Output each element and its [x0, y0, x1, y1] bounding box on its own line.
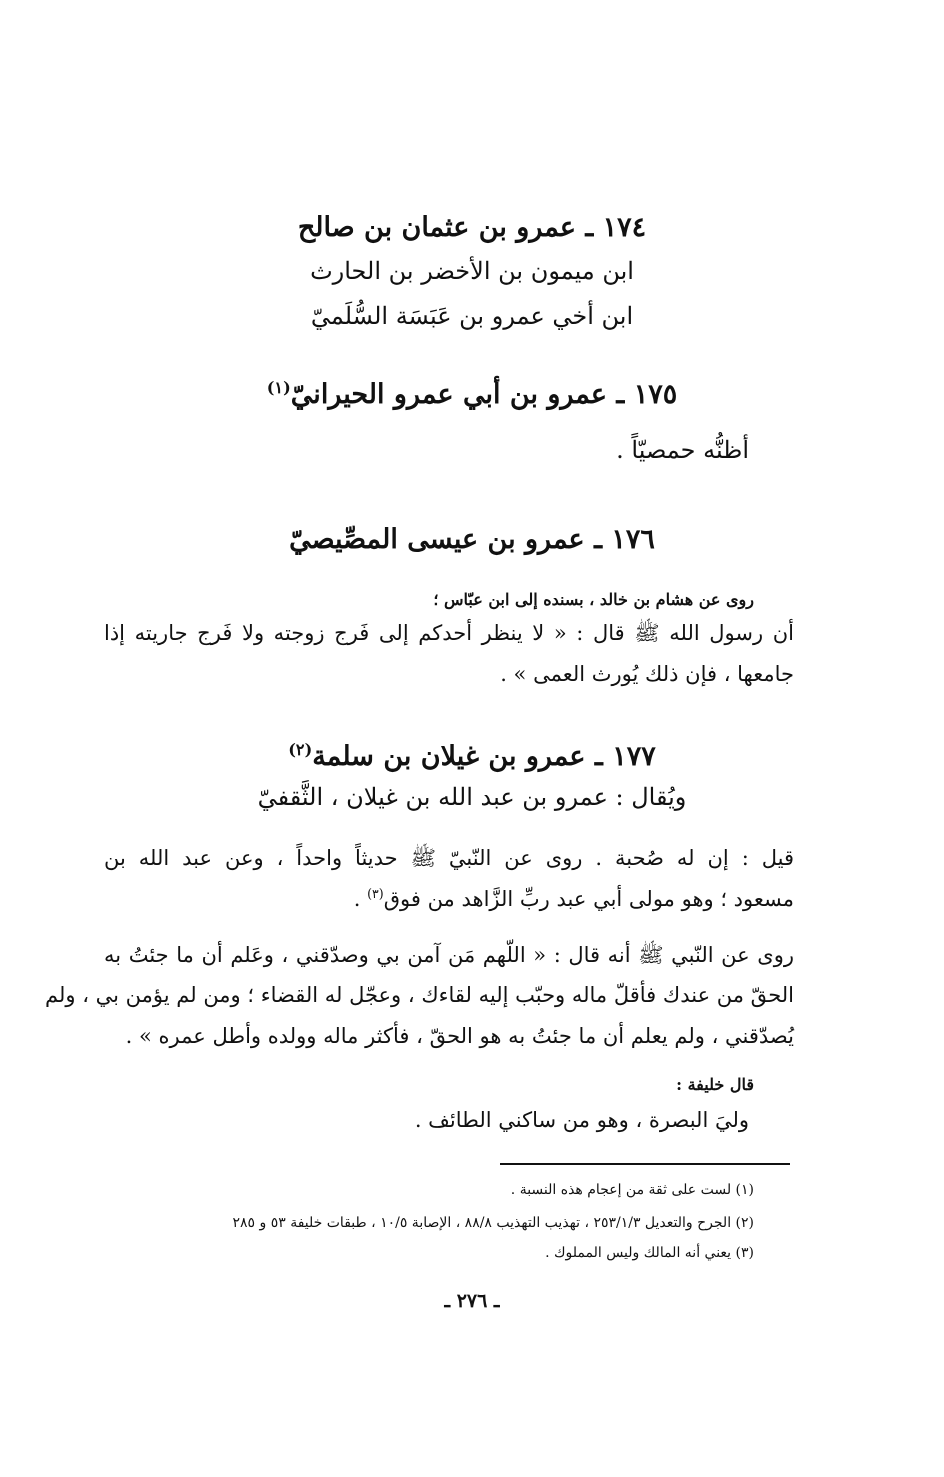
entry-174-lineage-2: ابن أخي عمرو بن عَبَسَة السُّلَميّ — [310, 302, 634, 330]
footnote-1: (١) لست على ثقة من إعجام هذه النسبة . — [510, 1182, 754, 1198]
entry-176-title: ١٧٦ ـ عمرو بن عيسى المصِّيصيّ — [289, 524, 655, 555]
entry-177-alt-name: ويُقال : عمرو بن عبد الله بن غيلان ، الثَّقفيّ — [257, 783, 687, 811]
page-number: ـ ٢٧٦ ـ — [444, 1290, 500, 1312]
entry-175-text: أظنُّه حمصيّاً . — [616, 436, 749, 464]
entry-176-intro: روى عن هشام بن خالد ، بسنده إلى ابن عبّاس ؛ — [433, 590, 754, 609]
khalifa-text: وليَ البصرة ، وهو من ساكني الطائف . — [414, 1108, 749, 1132]
footnote-ref-1: (١) — [266, 378, 291, 397]
footnote-3: (٣) يعني أنه المالك وليس المملوك . — [545, 1245, 754, 1261]
entry-177-p1-line-1: قيل : إن له صُحبة . روى عن النّبيّ ﷺ حديثاً واحداً ، وعن عبد الله بن — [104, 846, 794, 870]
entry-175-title: ١٧٥ ـ عمرو بن أبي عمرو الحيرانيّ$^{(١)}$ — [266, 378, 678, 410]
footnote-divider — [500, 1163, 790, 1165]
entry-174-title: ١٧٤ ـ عمرو بن عثمان بن صالح — [297, 212, 647, 243]
footnote-ref-2: (٢) — [288, 740, 313, 759]
entry-176-hadith-line-1: أن رسول الله ﷺ قال : « لا ينظر أحدكم إلى فَرج زوجته ولا فَرج جاريته إذا — [104, 621, 794, 645]
footnote-2: (٢) الجرح والتعديل ٢٥٣/١/٣ ، تهذيب التهذيب ٨٨/٨ ، الإصابة ١٠/٥ ، طبقات خليفة ٥٣ و ٢٨٥ — [232, 1215, 754, 1231]
entry-176-hadith-line-2: جامعها ، فإن ذلك يُورث العمى » . — [500, 662, 794, 686]
entry-177-title: ١٧٧ ـ عمرو بن غيلان بن سلمة$^{(٢)}$ — [288, 740, 656, 772]
entry-177-p2-line-1: روى عن النّبي ﷺ أنه قال : « اللّهم مَن آمن بي وصدّقني ، وعَلم أن ما جئتُ به — [104, 943, 794, 967]
entry-177-p1-line-2: مسعود ؛ وهو مولى أبي عبد ربِّ الزَّاهد من فوق$^{(٣)}$ . — [353, 886, 794, 911]
footnote-ref-3: (٣) — [367, 886, 384, 901]
entry-177-p2-line-2: الحقّ من عندك فأقلّ ماله وحبّب إليه لقاءك ، وعجّل له القضاء ؛ ومن لم يؤمن بي ، ولم — [45, 983, 794, 1007]
entry-177-p2-line-3: يُصدّقني ، ولم يعلم أن ما جئتُ به هو الحقّ ، فأكثر ماله وولده وأطل عمره » . — [125, 1024, 794, 1048]
entry-174-lineage-1: ابن ميمون بن الأخضر بن الحارث — [310, 257, 634, 285]
khalifa-label: قال خليفة : — [676, 1075, 754, 1094]
